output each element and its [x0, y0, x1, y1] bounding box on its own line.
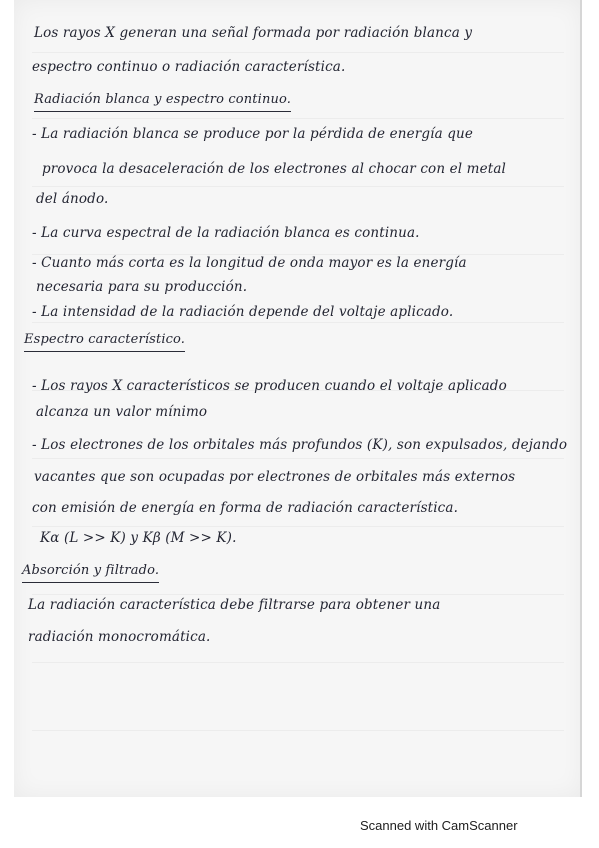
- note-line: espectro continuo o radiación característica.: [32, 59, 346, 75]
- paragraph-line: radiación monocromática.: [28, 629, 211, 645]
- bullet-line: con emisión de energía en forma de radiación característica.: [32, 500, 459, 516]
- bullet-line: provoca la desaceleración de los electrones al chocar con el metal: [42, 161, 506, 177]
- ruled-line: [32, 52, 564, 53]
- bullet-line: del ánodo.: [36, 191, 109, 207]
- ruled-line: [32, 662, 564, 663]
- scanned-page: [14, 0, 582, 797]
- formula-line: Kα (L >> K) y Kβ (M >> K).: [40, 530, 237, 546]
- note-line: Los rayos X generan una señal formada por radiación blanca y: [34, 25, 473, 41]
- bullet-line: - La curva espectral de la radiación blanca es continua.: [32, 225, 420, 241]
- bullet-line: - Cuanto más corta es la longitud de onda mayor es la energía: [32, 255, 467, 271]
- ruled-line: [32, 458, 564, 459]
- paragraph-line: La radiación característica debe filtrarse para obtener una: [28, 597, 441, 613]
- bullet-line: vacantes que son ocupadas por electrones de orbitales más externos: [34, 469, 516, 485]
- bullet-line: alcanza un valor mínimo: [36, 404, 208, 420]
- ruled-line: [32, 526, 564, 527]
- bullet-line: necesaria para su producción.: [36, 279, 248, 295]
- ruled-line: [32, 730, 564, 731]
- section-heading-absorcion: Absorción y filtrado.: [22, 562, 159, 583]
- ruled-line: [32, 118, 564, 119]
- bullet-line: - Los rayos X característicos se producen cuando el voltaje aplicado: [32, 378, 507, 394]
- bullet-line: - La radiación blanca se produce por la pérdida de energía que: [32, 126, 474, 142]
- bullet-line: - Los electrones de los orbitales más profundos (K), son expulsados, dejando: [32, 437, 568, 453]
- section-heading-espectro-caracteristico: Espectro característico.: [24, 331, 185, 352]
- bullet-line: - La intensidad de la radiación depende del voltaje aplicado.: [32, 304, 454, 320]
- ruled-line: [32, 594, 564, 595]
- ruled-line: [32, 186, 564, 187]
- camscanner-watermark: Scanned with CamScanner: [360, 818, 518, 833]
- ruled-line: [32, 322, 564, 323]
- section-heading-radiacion-blanca: Radiación blanca y espectro continuo.: [34, 91, 291, 112]
